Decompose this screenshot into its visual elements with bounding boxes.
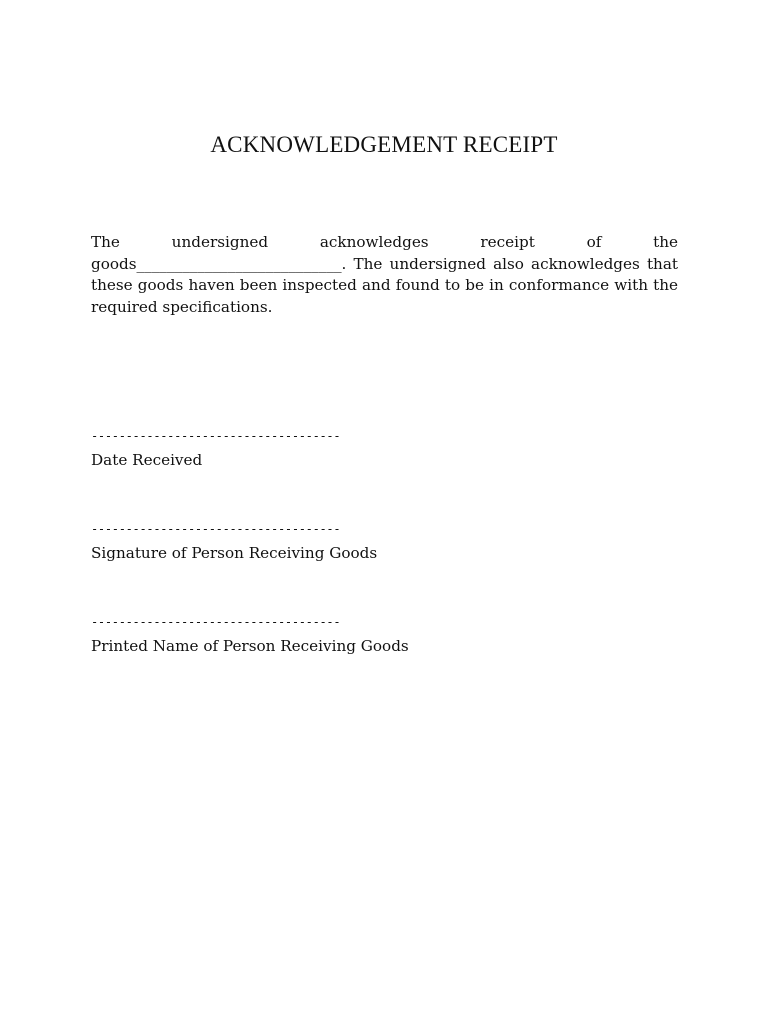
date-received-field [91, 428, 511, 470]
printed-name-blank-line: ------------------------------------ [91, 615, 341, 629]
date-received-blank-line: ------------------------------------ [91, 429, 341, 443]
acknowledgement-paragraph: The undersigned acknowledges receipt of the goods___________________________. The undersigned also acknowledges that these goods haven been inspected and found to be in conformance with the required specifications. [91, 233, 678, 317]
signature-label: Signature of Person Receiving Goods [91, 544, 378, 562]
signature-field [91, 521, 511, 563]
date-received-label: Date Received [91, 451, 203, 469]
document-title: ACKNOWLEDGEMENT RECEIPT [210, 132, 558, 157]
printed-name-label: Printed Name of Person Receiving Goods [91, 637, 409, 655]
signature-blank-line: ------------------------------------ [91, 522, 341, 536]
printed-name-field [91, 614, 511, 656]
